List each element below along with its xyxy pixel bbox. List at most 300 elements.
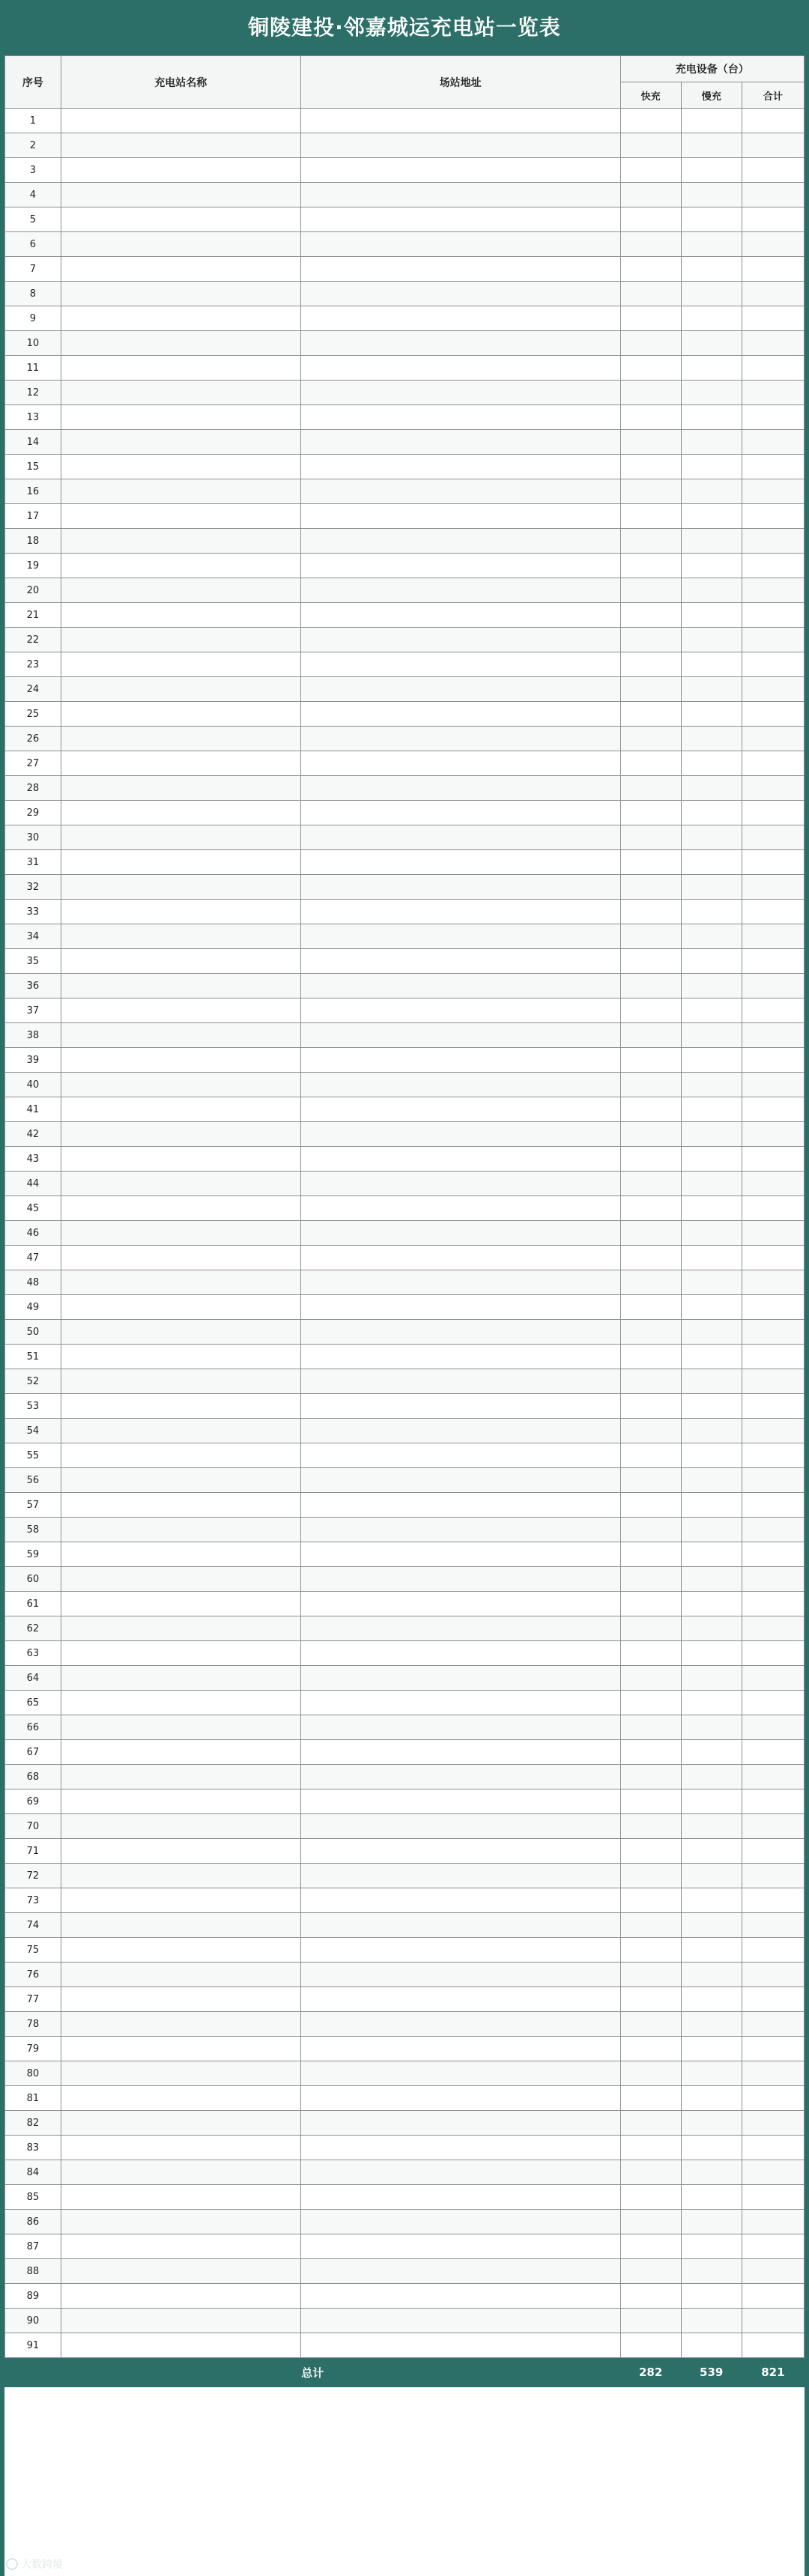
station-address-cell — [300, 578, 620, 603]
table-row — [5, 430, 805, 455]
fast-charger-count-cell — [620, 1320, 681, 1345]
slow-charger-count-cell — [681, 1666, 742, 1691]
table-row — [5, 479, 805, 504]
footer-fast-total: 282 — [620, 2358, 681, 2387]
row-no-cell: 43 — [5, 1147, 61, 1172]
row-no-cell: 4 — [5, 183, 61, 207]
slow-charger-count-cell — [681, 405, 742, 430]
fast-charger-count-cell — [620, 850, 681, 875]
slow-charger-count-cell — [681, 1864, 742, 1888]
total-charger-count-cell — [742, 1394, 804, 1419]
total-charger-count-cell — [742, 900, 804, 924]
table-row — [5, 1616, 805, 1641]
station-name-cell — [61, 529, 300, 554]
fast-charger-count-cell — [620, 2284, 681, 2309]
table-body — [5, 109, 805, 2358]
row-no-cell: 65 — [5, 1691, 61, 1715]
table-row — [5, 183, 805, 207]
total-charger-count-cell — [742, 924, 804, 949]
row-no-cell: 89 — [5, 2284, 61, 2309]
total-charger-count-cell — [742, 1616, 804, 1641]
table-row — [5, 924, 805, 949]
row-no-cell: 88 — [5, 2259, 61, 2284]
station-address-cell — [300, 1345, 620, 1369]
fast-charger-count-cell — [620, 727, 681, 751]
fast-charger-count-cell — [620, 1592, 681, 1616]
slow-charger-count-cell — [681, 430, 742, 455]
table-row — [5, 381, 805, 405]
slow-charger-count-cell — [681, 2037, 742, 2061]
row-no-cell: 37 — [5, 998, 61, 1023]
slow-charger-count-cell — [681, 1097, 742, 1122]
station-address-cell — [300, 232, 620, 257]
table-footer — [5, 2358, 805, 2387]
station-name-cell — [61, 2086, 300, 2111]
station-address-cell — [300, 1221, 620, 1246]
fast-charger-count-cell — [620, 2061, 681, 2086]
total-charger-count-cell — [742, 1864, 804, 1888]
station-name-cell — [61, 727, 300, 751]
slow-charger-count-cell — [681, 1814, 742, 1839]
total-charger-count-cell — [742, 1789, 804, 1814]
row-no-cell: 31 — [5, 850, 61, 875]
slow-charger-count-cell — [681, 1938, 742, 1963]
fast-charger-count-cell — [620, 1097, 681, 1122]
fast-charger-count-cell — [620, 1542, 681, 1567]
station-name-cell — [61, 1691, 300, 1715]
station-name-cell — [61, 825, 300, 850]
station-address-cell — [300, 1864, 620, 1888]
table-row — [5, 1172, 805, 1196]
fast-charger-count-cell — [620, 2210, 681, 2234]
slow-charger-count-cell — [681, 1987, 742, 2012]
table-row — [5, 1221, 805, 1246]
fast-charger-count-cell — [620, 1172, 681, 1196]
table-row — [5, 1691, 805, 1715]
station-name-cell — [61, 1345, 300, 1369]
total-charger-count-cell — [742, 1419, 804, 1443]
total-charger-count-cell — [742, 776, 804, 801]
table-row — [5, 133, 805, 158]
station-address-cell — [300, 1097, 620, 1122]
station-address-cell — [300, 1789, 620, 1814]
station-address-cell — [300, 1122, 620, 1147]
row-no-cell: 53 — [5, 1394, 61, 1419]
total-charger-count-cell — [742, 702, 804, 727]
row-no-cell: 90 — [5, 2309, 61, 2333]
station-address-cell — [300, 2259, 620, 2284]
total-charger-count-cell — [742, 2136, 804, 2160]
fast-charger-count-cell — [620, 1888, 681, 1913]
fast-charger-count-cell — [620, 2086, 681, 2111]
slow-charger-count-cell — [681, 1913, 742, 1938]
slow-charger-count-cell — [681, 1963, 742, 1987]
station-name-cell — [61, 554, 300, 578]
station-address-cell — [300, 356, 620, 381]
row-no-cell: 13 — [5, 405, 61, 430]
total-charger-count-cell — [742, 2259, 804, 2284]
station-address-cell — [300, 702, 620, 727]
table-row — [5, 2333, 805, 2358]
slow-charger-count-cell — [681, 1888, 742, 1913]
fast-charger-count-cell — [620, 1913, 681, 1938]
total-charger-count-cell — [742, 1345, 804, 1369]
station-name-cell — [61, 949, 300, 974]
station-name-cell — [61, 2185, 300, 2210]
station-name-cell — [61, 652, 300, 677]
slow-charger-count-cell — [681, 2210, 742, 2234]
table-row — [5, 109, 805, 133]
row-no-cell: 12 — [5, 381, 61, 405]
slow-charger-count-cell — [681, 207, 742, 232]
station-name-cell — [61, 381, 300, 405]
row-no-cell: 87 — [5, 2234, 61, 2259]
total-charger-count-cell — [742, 1518, 804, 1542]
table-row — [5, 2086, 805, 2111]
total-charger-count-cell — [742, 1295, 804, 1320]
station-name-cell — [61, 183, 300, 207]
station-name-cell — [61, 1864, 300, 1888]
station-address-cell — [300, 974, 620, 998]
station-address-cell — [300, 727, 620, 751]
slow-charger-count-cell — [681, 1073, 742, 1097]
slow-charger-count-cell — [681, 331, 742, 356]
fast-charger-count-cell — [620, 183, 681, 207]
total-charger-count-cell — [742, 2333, 804, 2358]
row-no-cell: 8 — [5, 282, 61, 306]
table-row — [5, 850, 805, 875]
row-no-cell: 28 — [5, 776, 61, 801]
fast-charger-count-cell — [620, 504, 681, 529]
slow-charger-count-cell — [681, 801, 742, 825]
row-no-cell: 3 — [5, 158, 61, 183]
slow-charger-count-cell — [681, 2086, 742, 2111]
total-charger-count-cell — [742, 727, 804, 751]
row-no-cell: 40 — [5, 1073, 61, 1097]
table-row — [5, 1270, 805, 1295]
row-no-cell: 54 — [5, 1419, 61, 1443]
table-row — [5, 1246, 805, 1270]
total-charger-count-cell — [742, 257, 804, 282]
station-address-cell — [300, 1888, 620, 1913]
slow-charger-count-cell — [681, 1592, 742, 1616]
row-no-cell: 1 — [5, 109, 61, 133]
station-name-cell — [61, 1616, 300, 1641]
slow-charger-count-cell — [681, 677, 742, 702]
station-address-cell — [300, 2061, 620, 2086]
slow-charger-count-cell — [681, 1616, 742, 1641]
row-no-cell: 67 — [5, 1740, 61, 1765]
table-row — [5, 1592, 805, 1616]
table-row — [5, 455, 805, 479]
total-charger-count-cell — [742, 1963, 804, 1987]
station-name-cell — [61, 1839, 300, 1864]
row-no-cell: 49 — [5, 1295, 61, 1320]
station-address-cell — [300, 1295, 620, 1320]
slow-charger-count-cell — [681, 1295, 742, 1320]
table-row — [5, 677, 805, 702]
table-row — [5, 1122, 805, 1147]
table-row — [5, 1666, 805, 1691]
row-no-cell: 42 — [5, 1122, 61, 1147]
row-no-cell: 59 — [5, 1542, 61, 1567]
station-address-cell — [300, 1839, 620, 1864]
total-charger-count-cell — [742, 850, 804, 875]
slow-charger-count-cell — [681, 109, 742, 133]
station-name-cell — [61, 405, 300, 430]
table-row — [5, 1542, 805, 1567]
watermark — [6, 2557, 63, 2572]
table-row — [5, 900, 805, 924]
fast-charger-count-cell — [620, 356, 681, 381]
total-charger-count-cell — [742, 1740, 804, 1765]
fast-charger-count-cell — [620, 2333, 681, 2358]
station-address-cell — [300, 652, 620, 677]
fast-charger-count-cell — [620, 479, 681, 504]
station-name-cell — [61, 2333, 300, 2358]
header-name: 充电站名称 — [61, 56, 300, 109]
fast-charger-count-cell — [620, 1073, 681, 1097]
station-name-cell — [61, 875, 300, 900]
row-no-cell: 27 — [5, 751, 61, 776]
footer-slow-total: 539 — [681, 2358, 742, 2387]
row-no-cell: 18 — [5, 529, 61, 554]
station-name-cell — [61, 578, 300, 603]
fast-charger-count-cell — [620, 306, 681, 331]
station-name-cell — [61, 1394, 300, 1419]
slow-charger-count-cell — [681, 1172, 742, 1196]
total-charger-count-cell — [742, 1987, 804, 2012]
total-charger-count-cell — [742, 1493, 804, 1518]
total-charger-count-cell — [742, 2061, 804, 2086]
station-name-cell — [61, 1097, 300, 1122]
row-no-cell: 41 — [5, 1097, 61, 1122]
total-charger-count-cell — [742, 1641, 804, 1666]
station-name-cell — [61, 1963, 300, 1987]
slow-charger-count-cell — [681, 1691, 742, 1715]
table-row — [5, 1864, 805, 1888]
row-no-cell: 11 — [5, 356, 61, 381]
table-row — [5, 1443, 805, 1468]
row-no-cell: 23 — [5, 652, 61, 677]
fast-charger-count-cell — [620, 1987, 681, 2012]
slow-charger-count-cell — [681, 554, 742, 578]
slow-charger-count-cell — [681, 652, 742, 677]
total-charger-count-cell — [742, 2160, 804, 2185]
table-row — [5, 825, 805, 850]
fast-charger-count-cell — [620, 430, 681, 455]
slow-charger-count-cell — [681, 776, 742, 801]
row-no-cell: 24 — [5, 677, 61, 702]
station-name-cell — [61, 1938, 300, 1963]
row-no-cell: 56 — [5, 1468, 61, 1493]
station-address-cell — [300, 1592, 620, 1616]
row-no-cell: 45 — [5, 1196, 61, 1221]
station-name-cell — [61, 1789, 300, 1814]
station-name-cell — [61, 801, 300, 825]
fast-charger-count-cell — [620, 1765, 681, 1789]
station-address-cell — [300, 529, 620, 554]
fast-charger-count-cell — [620, 1122, 681, 1147]
total-charger-count-cell — [742, 109, 804, 133]
station-address-cell — [300, 850, 620, 875]
fast-charger-count-cell — [620, 109, 681, 133]
fast-charger-count-cell — [620, 652, 681, 677]
total-charger-count-cell — [742, 405, 804, 430]
slow-charger-count-cell — [681, 1147, 742, 1172]
slow-charger-count-cell — [681, 2160, 742, 2185]
fast-charger-count-cell — [620, 998, 681, 1023]
slow-charger-count-cell — [681, 1715, 742, 1740]
row-no-cell: 19 — [5, 554, 61, 578]
slow-charger-count-cell — [681, 1468, 742, 1493]
page-title: 铜陵建投·邻嘉城运充电站一览表 — [248, 15, 561, 40]
total-charger-count-cell — [742, 1839, 804, 1864]
table-row — [5, 1493, 805, 1518]
station-address-cell — [300, 257, 620, 282]
fast-charger-count-cell — [620, 2111, 681, 2136]
header-equipment-group: 充电设备（台） — [620, 56, 804, 82]
total-charger-count-cell — [742, 677, 804, 702]
station-address-cell — [300, 1963, 620, 1987]
station-address-cell — [300, 677, 620, 702]
station-address-cell — [300, 282, 620, 306]
table-row — [5, 628, 805, 652]
station-address-cell — [300, 776, 620, 801]
fast-charger-count-cell — [620, 1345, 681, 1369]
fast-charger-count-cell — [620, 1691, 681, 1715]
table-row — [5, 306, 805, 331]
row-no-cell: 82 — [5, 2111, 61, 2136]
station-name-cell — [61, 1987, 300, 2012]
station-address-cell — [300, 1419, 620, 1443]
row-no-cell: 81 — [5, 2086, 61, 2111]
fast-charger-count-cell — [620, 974, 681, 998]
table-row — [5, 504, 805, 529]
station-address-cell — [300, 1641, 620, 1666]
table-row — [5, 2012, 805, 2037]
row-no-cell: 17 — [5, 504, 61, 529]
station-address-cell — [300, 628, 620, 652]
row-no-cell: 34 — [5, 924, 61, 949]
slow-charger-count-cell — [681, 1246, 742, 1270]
total-charger-count-cell — [742, 2234, 804, 2259]
table-row — [5, 207, 805, 232]
row-no-cell: 71 — [5, 1839, 61, 1864]
row-no-cell: 60 — [5, 1567, 61, 1592]
fast-charger-count-cell — [620, 2160, 681, 2185]
table-row — [5, 1740, 805, 1765]
station-name-cell — [61, 306, 300, 331]
table-row — [5, 1814, 805, 1839]
station-address-cell — [300, 1394, 620, 1419]
fast-charger-count-cell — [620, 529, 681, 554]
station-address-cell — [300, 1542, 620, 1567]
slow-charger-count-cell — [681, 1740, 742, 1765]
station-name-cell — [61, 1221, 300, 1246]
fast-charger-count-cell — [620, 2185, 681, 2210]
slow-charger-count-cell — [681, 2259, 742, 2284]
station-name-cell — [61, 2309, 300, 2333]
fast-charger-count-cell — [620, 232, 681, 257]
row-no-cell: 39 — [5, 1048, 61, 1073]
station-address-cell — [300, 2309, 620, 2333]
table-row — [5, 1097, 805, 1122]
row-no-cell: 46 — [5, 1221, 61, 1246]
total-charger-count-cell — [742, 2012, 804, 2037]
table-row — [5, 1888, 805, 1913]
fast-charger-count-cell — [620, 1369, 681, 1394]
table-row — [5, 1789, 805, 1814]
station-name-cell — [61, 1592, 300, 1616]
table-row — [5, 1345, 805, 1369]
station-address-cell — [300, 998, 620, 1023]
slow-charger-count-cell — [681, 183, 742, 207]
total-charger-count-cell — [742, 554, 804, 578]
station-address-cell — [300, 1073, 620, 1097]
table-row — [5, 1369, 805, 1394]
table-row — [5, 702, 805, 727]
total-charger-count-cell — [742, 1246, 804, 1270]
row-no-cell: 70 — [5, 1814, 61, 1839]
station-address-cell — [300, 2284, 620, 2309]
slow-charger-count-cell — [681, 603, 742, 628]
table-row — [5, 875, 805, 900]
total-charger-count-cell — [742, 751, 804, 776]
table-row — [5, 1715, 805, 1740]
fast-charger-count-cell — [620, 381, 681, 405]
station-name-cell — [61, 133, 300, 158]
station-name-cell — [61, 1369, 300, 1394]
row-no-cell: 26 — [5, 727, 61, 751]
station-address-cell — [300, 2012, 620, 2037]
total-charger-count-cell — [742, 232, 804, 257]
total-charger-count-cell — [742, 2037, 804, 2061]
station-name-cell — [61, 232, 300, 257]
table-row — [5, 1023, 805, 1048]
slow-charger-count-cell — [681, 1122, 742, 1147]
station-name-cell — [61, 2061, 300, 2086]
row-no-cell: 38 — [5, 1023, 61, 1048]
station-address-cell — [300, 801, 620, 825]
fast-charger-count-cell — [620, 1864, 681, 1888]
station-name-cell — [61, 776, 300, 801]
station-name-cell — [61, 1666, 300, 1691]
table-row — [5, 2160, 805, 2185]
fast-charger-count-cell — [620, 875, 681, 900]
slow-charger-count-cell — [681, 998, 742, 1023]
total-charger-count-cell — [742, 306, 804, 331]
fast-charger-count-cell — [620, 1048, 681, 1073]
station-address-cell — [300, 1913, 620, 1938]
table-row — [5, 554, 805, 578]
station-name-cell — [61, 1048, 300, 1073]
total-charger-count-cell — [742, 1369, 804, 1394]
row-no-cell: 75 — [5, 1938, 61, 1963]
footer-grand-total: 821 — [742, 2358, 804, 2387]
station-name-cell — [61, 1542, 300, 1567]
slow-charger-count-cell — [681, 1394, 742, 1419]
row-no-cell: 22 — [5, 628, 61, 652]
station-name-cell — [61, 1320, 300, 1345]
station-name-cell — [61, 1147, 300, 1172]
station-name-cell — [61, 1419, 300, 1443]
slow-charger-count-cell — [681, 1542, 742, 1567]
footer-row — [5, 2358, 805, 2387]
station-address-cell — [300, 1740, 620, 1765]
row-no-cell: 6 — [5, 232, 61, 257]
slow-charger-count-cell — [681, 1023, 742, 1048]
